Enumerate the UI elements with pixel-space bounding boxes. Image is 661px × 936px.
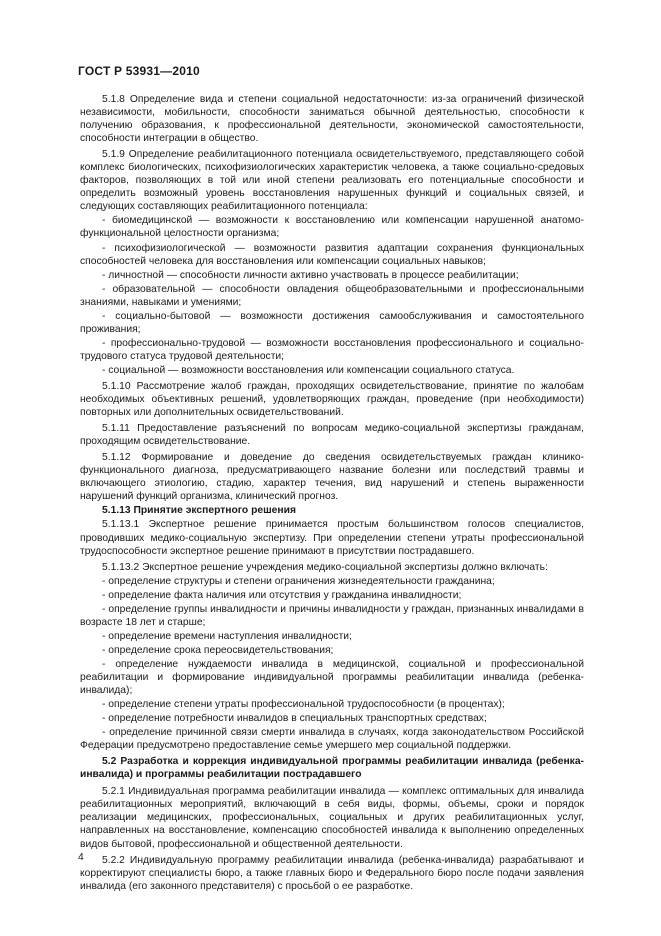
paragraph-5-2-2: 5.2.2 Индивидуальную программу реабилитации инвалида (ребенка-инвалида) разрабатывают и корректируют специалисты бюро, а также главных бюро и Федерального бюро после подачи заявления инвалида (его законного представителя) с просьбой о ее разработке. [80, 854, 584, 892]
document-header: ГОСТ Р 53931—2010 [78, 64, 200, 78]
list-item: - определение срока переосвидетельствования; [102, 644, 334, 656]
list-item: - образовательной — способности овладения общеобразовательными и профессиональными знаниями, навыками и умениями; [80, 283, 584, 308]
list-item: - биомедицинской — возможности к восстановлению или компенсации нарушенной анатомо-функциональной целостности организма; [80, 215, 584, 240]
document-body [80, 93, 584, 894]
paragraph-5-1-8: 5.1.8 Определение вида и степени социальной недостаточности: из-за ограничений физической независимости, мобильности, способности заниматься обычной деятельностью, способности к получению образования, к профессиональной деятельности, экономической самостоятельности, способности интеграции в общество. [80, 94, 584, 145]
list-item: - социально-бытовой — возможности достижения самообслуживания и самостоятельного проживания; [80, 310, 584, 335]
list-item: - определение времени наступления инвалидности; [102, 630, 352, 642]
list-item: - определение степени утраты профессиональной трудоспособности (в процентах); [102, 699, 505, 711]
list-item: - определение структуры и степени ограничения жизнедеятельности гражданина; [102, 575, 495, 587]
list-item: - социальной — возможности восстановления или компенсации социального статуса. [102, 364, 515, 376]
paragraph-5-1-9: 5.1.9 Определение реабилитационного потенциала освидетельствуемого, представляющего собой комплекс биологических, психофизиологических характеристик человека, а также социально-средовых факторов, позволяющих в той или иной степени реализовать его потенциальные способности и определить возможный уровень восстановления нарушенных функций и социальных связей, и следующих составляющих реабилитационного потенциала: [80, 149, 584, 213]
list-item: - определение нуждаемости инвалида в медицинской, социальной и профессиональной реабилитации и формирование индивидуальной программы реабилитации инвалида (ребенка-инвалида); [80, 658, 584, 697]
paragraph-5-1-12: 5.1.12 Формирование и доведение до сведения освидетельствуемых граждан клинико-функционального диагноза, предусматривающего название болезни или последствий травмы и включающего этиологию, стадию, характер течения, вид нарушений и степень выраженности нарушений функций организма, клинический прогноз. [80, 452, 584, 503]
list-item: - профессионально-трудовой — возможности восстановления профессионального и социально-трудового статуса трудовой деятельности; [80, 337, 584, 362]
list-item: - определение причинной связи смерти инвалида в случаях, когда законодательством Российской Федерации предусмотрено предоставление семье умершего мер социальной поддержки. [80, 727, 584, 752]
heading-5-1-13: 5.1.13 Принятие экспертного решения [102, 505, 296, 517]
paragraph-5-1-11: 5.1.11 Предоставление разъяснений по вопросам медико-социальной экспертизы гражданам, проходящим освидетельствование. [80, 423, 584, 448]
list-item: - определение факта наличия или отсутствия у гражданина инвалидности; [102, 589, 462, 601]
heading-5-2: 5.2 Разработка и коррекция индивидуальной программы реабилитации инвалида (ребенка-инвалида) и программы реабилитации пострадавшего [80, 756, 584, 781]
list-item: - психофизиологической — возможности развития адаптации сохранения функциональных способностей человека для восстановления или компенсации социальных навыков; [80, 242, 584, 267]
paragraph-5-2-1: 5.2.1 Индивидуальная программа реабилитации инвалида — комплекс оптимальных для инвалида реабилитационных мероприятий, включающий в себя виды, формы, объемы, сроки и порядок реализации медицинских, профессиональных, социальных и других реабилитационных услуг, направленных на восстановление, компенсацию способностей инвалида к выполнению определенных видов бытовой, профессиональной и общественной деятельности. [80, 786, 584, 850]
list-item: - определение потребности инвалидов в специальных транспортных средствах; [102, 713, 487, 725]
list-item: - личностной — способности личности активно участвовать в процессе реабилитации; [102, 269, 519, 281]
paragraph-5-1-10: 5.1.10 Рассмотрение жалоб граждан, проходящих освидетельствование, принятие по жалобам необходимых объективных решений, удовлетворяющих граждан, проведение (при необходимости) повторных или дополнительных освидетельствований. [80, 380, 584, 419]
paragraph-5-1-13-2: 5.1.13.2 Экспертное решение учреждения медико-социальной экспертизы должно включать: [102, 561, 548, 573]
paragraph-5-1-13-1: 5.1.13.1 Экспертное решение принимается простым большинством голосов специалистов, проводивших медико-социальную экспертизу. При определении степени утраты профессиональной трудоспособности экспертное решение принимают в присутствии пострадавшего. [80, 519, 584, 557]
list-item: - определение группы инвалидности и причины инвалидности у граждан, признанных инвалидами в возрасте 18 лет и старше; [80, 603, 584, 628]
page-number: 4 [78, 852, 84, 863]
